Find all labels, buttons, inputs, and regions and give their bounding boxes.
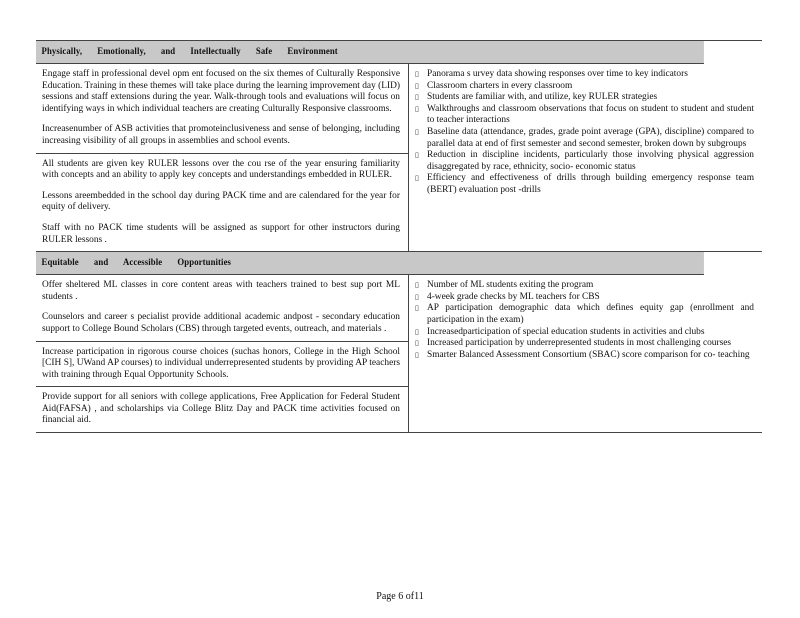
missing-glyph-box-icon: ▯	[415, 81, 419, 90]
section-body-safe-environment	[36, 64, 762, 252]
strategy-paragraph: Provide support for all seniors with college applications, Free Application for Federal Student Aid(FAFSA) , and scholarships via College Blitz Day and PACK time activities focused on financial aid.	[42, 392, 400, 426]
missing-glyph-box-icon: ▯	[415, 281, 419, 290]
list-item: ▯ Increasedparticipation of special education students in activities and clubs	[415, 326, 705, 337]
missing-glyph-box-icon: ▯	[415, 151, 419, 160]
strategy-paragraph: Offer sheltered ML classes in core content areas with teachers trained to best sup port ML students .	[42, 280, 400, 302]
strategies-column	[36, 275, 409, 432]
strategy-cell	[36, 386, 408, 432]
measures-column	[409, 275, 762, 432]
list-item: ▯ Students are familiar with, and utilize, key RULER strategies	[415, 92, 658, 103]
strategy-cell	[36, 341, 408, 387]
missing-glyph-box-icon: ▯	[415, 127, 419, 136]
section-header-safe-environment: Physically, Emotionally, and Intellectually Safe Environment	[36, 41, 704, 64]
strategy-cell	[36, 153, 408, 252]
list-item: ▯ Smarter Balanced Assessment Consortium (SBAC) score comparison for co- teaching	[415, 349, 750, 360]
list-item: ▯ Walkthroughs and classroom observations that focus on student to student and student to teacher interactions	[415, 103, 754, 126]
strategy-paragraph: Increase participation in rigorous course choices (suchas honors, College in the High School [CIH S], UWand AP courses) to individual underrepresented students by providing AP teachers with training through Equal Opportunity Schools.	[42, 346, 400, 380]
list-item: ▯ Baseline data (attendance, grades, grade point average (GPA), discipline) compared to parallel data at end of first semester and second semester, broken down by subgroups	[415, 126, 754, 149]
measures-list	[415, 280, 754, 361]
strategy-cell	[36, 275, 408, 340]
missing-glyph-box-icon: ▯	[415, 327, 419, 336]
list-item: ▯ Increased participation by underrepresented students in most challenging courses	[415, 338, 732, 349]
measures-list	[415, 69, 754, 197]
missing-glyph-box-icon: ▯	[415, 339, 419, 348]
list-item: ▯ Number of ML students exiting the program	[415, 280, 594, 291]
list-item: ▯ Classroom charters in every classroom	[415, 80, 573, 91]
strategy-paragraph: Increasenumber of ASB activities that promoteinclusiveness and sense of belonging, including increasing visibility of all groups in assemblies and school events.	[42, 124, 400, 146]
missing-glyph-box-icon: ▯	[415, 70, 419, 78]
section-header-equitable-opportunities: Equitable and Accessible Opportunities	[36, 252, 704, 275]
strategy-cell	[36, 64, 408, 153]
missing-glyph-box-icon: ▯	[415, 104, 419, 113]
strategies-column	[36, 64, 409, 251]
list-item: ▯ Panorama s urvey data showing responses over time to key indicators	[415, 69, 688, 79]
missing-glyph-box-icon: ▯	[415, 350, 419, 359]
missing-glyph-box-icon: ▯	[415, 292, 419, 301]
list-item: ▯ Efficiency and effectiveness of drills through building emergency response team (BERT) evaluation post -drills	[415, 173, 754, 195]
missing-glyph-box-icon: ▯	[415, 174, 419, 183]
plan-table	[36, 40, 762, 433]
list-item: ▯ Reduction in discipline incidents, particularly those involving physical aggression disaggregated by race, ethnicity, socio- economic status	[415, 150, 754, 172]
strategy-paragraph: Lessons areembedded in the school day during PACK time and are calendared for the year for equity of delivery.	[42, 190, 400, 213]
list-item: ▯ 4-week grade checks by ML teachers for CBS	[415, 291, 600, 302]
strategy-paragraph: All students are given key RULER lessons over the cou rse of the year ensuring familiarity with concepts and an ability to apply key concepts and understandings embedded in RULER.	[42, 158, 400, 181]
strategy-paragraph: Counselors and career s pecialist provide additional academic andpost - secondary education support to College Bound Scholars (CBS) through targeted events, outreach, and materials .	[42, 312, 400, 334]
missing-glyph-box-icon: ▯	[415, 93, 419, 102]
measures-column	[409, 64, 762, 251]
strategy-paragraph: Engage staff in professional devel opm ent focused on the six themes of Culturally Responsive Education. Training in these themes will take place during the learning improvement day (LID) sessions and staff extensions during the year. Walk-through tools and evaluations will focus on identifying ways in which individual teachers are creating Culturally Responsive classrooms.	[42, 69, 400, 114]
missing-glyph-box-icon: ▯	[415, 304, 419, 313]
list-item: ▯ AP participation demographic data which defines equity gap (enrollment and participation in the exam)	[415, 303, 754, 325]
page-number: Page 6 of11	[376, 591, 424, 602]
strategy-paragraph: Staff with no PACK time students will be assigned as support for other instructors during RULER lessons .	[42, 222, 400, 245]
section-body-equitable-opportunities	[36, 275, 762, 433]
